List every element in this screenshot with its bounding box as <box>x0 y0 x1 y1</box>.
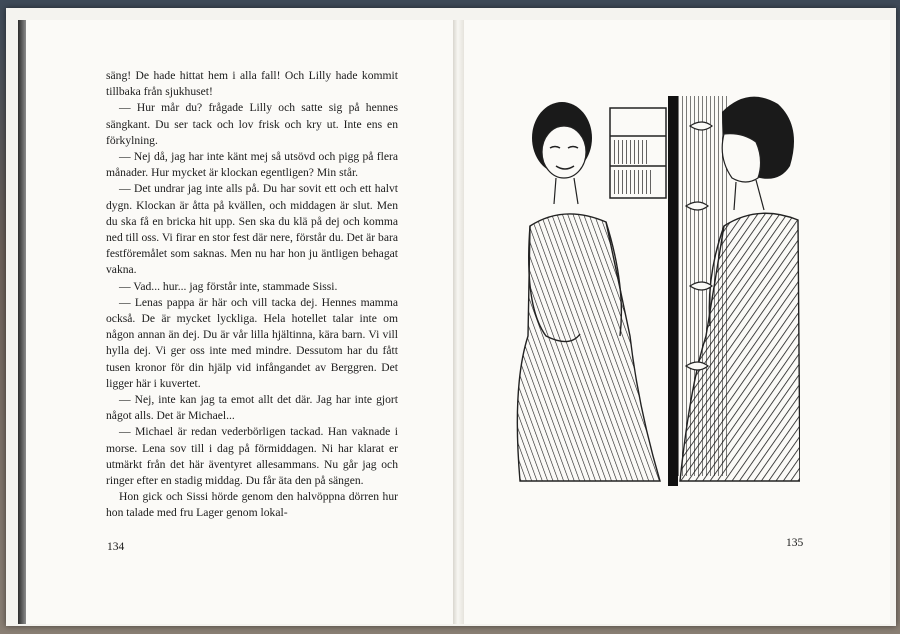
paragraph: — Nej då, jag har inte känt mej så utsövd och pigg på flera månader. Hur mycket är klockan egentligen? Min står. <box>106 150 398 180</box>
page-number-left: 134 <box>107 541 125 553</box>
left-woman-dress <box>517 214 660 481</box>
paragraph: säng! De hade hittat hem i alla fall! Och Lilly hade kommit tillbaka från sjukhuset! <box>106 69 398 99</box>
mirror-frame-left <box>668 96 678 486</box>
paragraph: — Michael är redan vederbörligen tackad. Han vaknade i morse. Lena sov till i dag på förmiddagen. Ni har klarat er utmärkt från det här äventyret allesammans. Nu går jag och ringer efter en stadig middag. Du får äta den på sängen. <box>106 425 398 488</box>
left-page-text <box>106 68 398 522</box>
paragraph: Hon gick och Sissi hörde genom den halvöppna dörren hur hon talade med fru Lager genom lokal- <box>106 490 398 520</box>
paragraph: — Nej, inte kan jag ta emot allt det där. Jag har inte gjort något alls. Det är Michael... <box>106 393 398 423</box>
paragraph: — Det undrar jag inte alls på. Du har sovit ett och ett halvt dygn. Klockan är åtta på kvällen, och middagen är slut. Men du ska få en bricka hit upp. Sen ska du klä på dej och komma ned till oss. Vi firar en stor fest där nere, förstår du. Det är bara festföremålet som saknas. Men nu har hon ju äntligen behagat vakna. <box>106 182 398 277</box>
ink-drawing-two-women-mirror <box>510 86 800 488</box>
left-woman-face <box>542 126 586 178</box>
page-number-right: 135 <box>786 537 804 549</box>
paragraph: — Hur mår du? frågade Lilly och satte sig på hennes sängkant. Du ser tack och lov frisk och kry ut. Inte ens en förkylning. <box>106 101 398 147</box>
paragraph: — Lenas pappa är här och vill tacka dej. Hennes mamma också. De är mycket lyckliga. Hela hotellet talar inte om någon annan än dej. Du är vår lilla hjältinna, kära barn. Vi vill hylla dej. Vi ger oss inte med mindre. Dessutom har du fått tusen kronor för din hjälp vid infångandet av Berggren. Det ligger här i kuvertet. <box>106 295 398 390</box>
paragraph: — Vad... hur... jag förstår inte, stammade Sissi. <box>119 279 338 293</box>
book-cover-edge <box>18 20 26 624</box>
